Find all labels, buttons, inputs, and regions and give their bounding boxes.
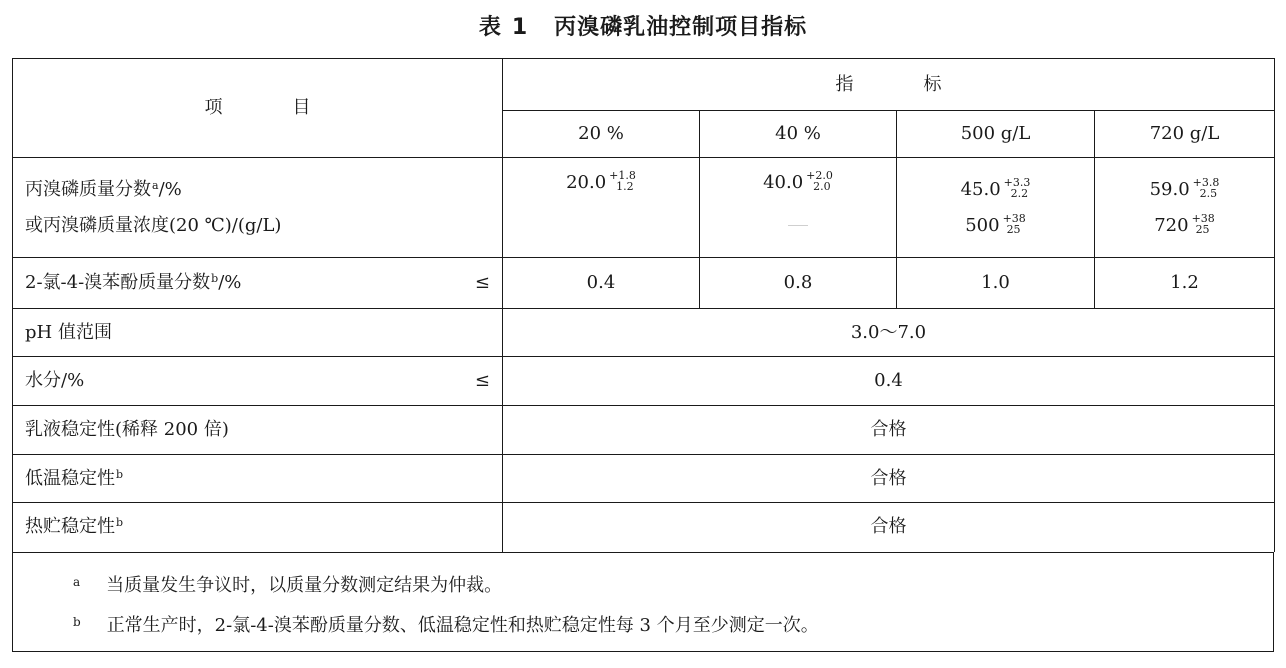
cell-profenofos-40: 40.0 +2.0 2.0 [700,158,897,258]
row-label-low-temp: 低温稳定性$^b$ [13,455,503,503]
cell-emulsion-value: 合格 [503,406,1275,455]
header-row-1 [13,59,1275,111]
cell-ph-value: 3.0～7.0 [503,309,1275,357]
table-row-heat [13,503,1275,552]
row-label-chlorophenol: 2-氯-4-溴苯酚质量分数$^b$/% ≤ [13,258,503,309]
cell-profenofos-20: 20.0 +1.8 1.2 [503,158,700,258]
row-label-profenofos: 丙溴磷质量分数$^a$/% 或丙溴磷质量浓度(20 ℃)/(g/L) [13,158,503,258]
table-row-chlorophenol [13,258,1275,309]
spec-header-500gl: 500 g/L [897,111,1095,158]
spec-header-20pct: 20 % [503,111,700,158]
cell-chlorophenol-720: 1.2 [1095,258,1275,309]
cell-profenofos-720: 59.0 +3.8 2.5 720 +38 25 [1095,158,1275,258]
cell-chlorophenol-500: 1.0 [897,258,1095,309]
table-row-low-temp [13,455,1275,503]
table-row-ph [13,309,1275,357]
cell-profenofos-500: 45.0 +3.3 2.2 500 +38 25 [897,158,1095,258]
row-label-water: 水分/% ≤ [13,357,503,406]
header-indicator-cell: 指 标 [503,59,1275,111]
row-label-ph: pH 值范围 [13,309,503,357]
table-row-profenofos [13,158,1275,258]
table-title [0,10,1286,44]
row-label-emulsion: 乳液稳定性(稀释 200 倍) [13,406,503,455]
cell-low-temp-value: 合格 [503,455,1275,503]
title-text: 丙溴磷乳油控制项目指标 [554,15,808,40]
cell-water-value: 0.4 [503,357,1275,406]
le-symbol: ≤ [474,370,490,392]
cell-chlorophenol-40: 0.8 [700,258,897,309]
cell-heat-value: 合格 [503,503,1275,552]
footnote-a: $^a$ 当质量发生争议时，以质量分数测定结果为仲裁。 [73,575,503,596]
table-row-emulsion [13,406,1275,455]
spec-table [12,58,1275,552]
row-label-heat: 热贮稳定性$^b$ [13,503,503,552]
footnote-b: $^b$ 正常生产时，2-氯-4-溴苯酚质量分数、低温稳定性和热贮稳定性每 3 个月至少测定一次。 [73,615,819,636]
spec-header-40pct: 40 % [700,111,897,158]
header-item-cell: 项 目 [13,59,503,158]
le-symbol: ≤ [474,272,490,294]
title-number: 1 [511,15,529,40]
footnotes-box [12,552,1274,652]
spec-header-720gl: 720 g/L [1095,111,1275,158]
cell-chlorophenol-20: 0.4 [503,258,700,309]
table-row-water [13,357,1275,406]
title-label: 表 [478,15,502,40]
